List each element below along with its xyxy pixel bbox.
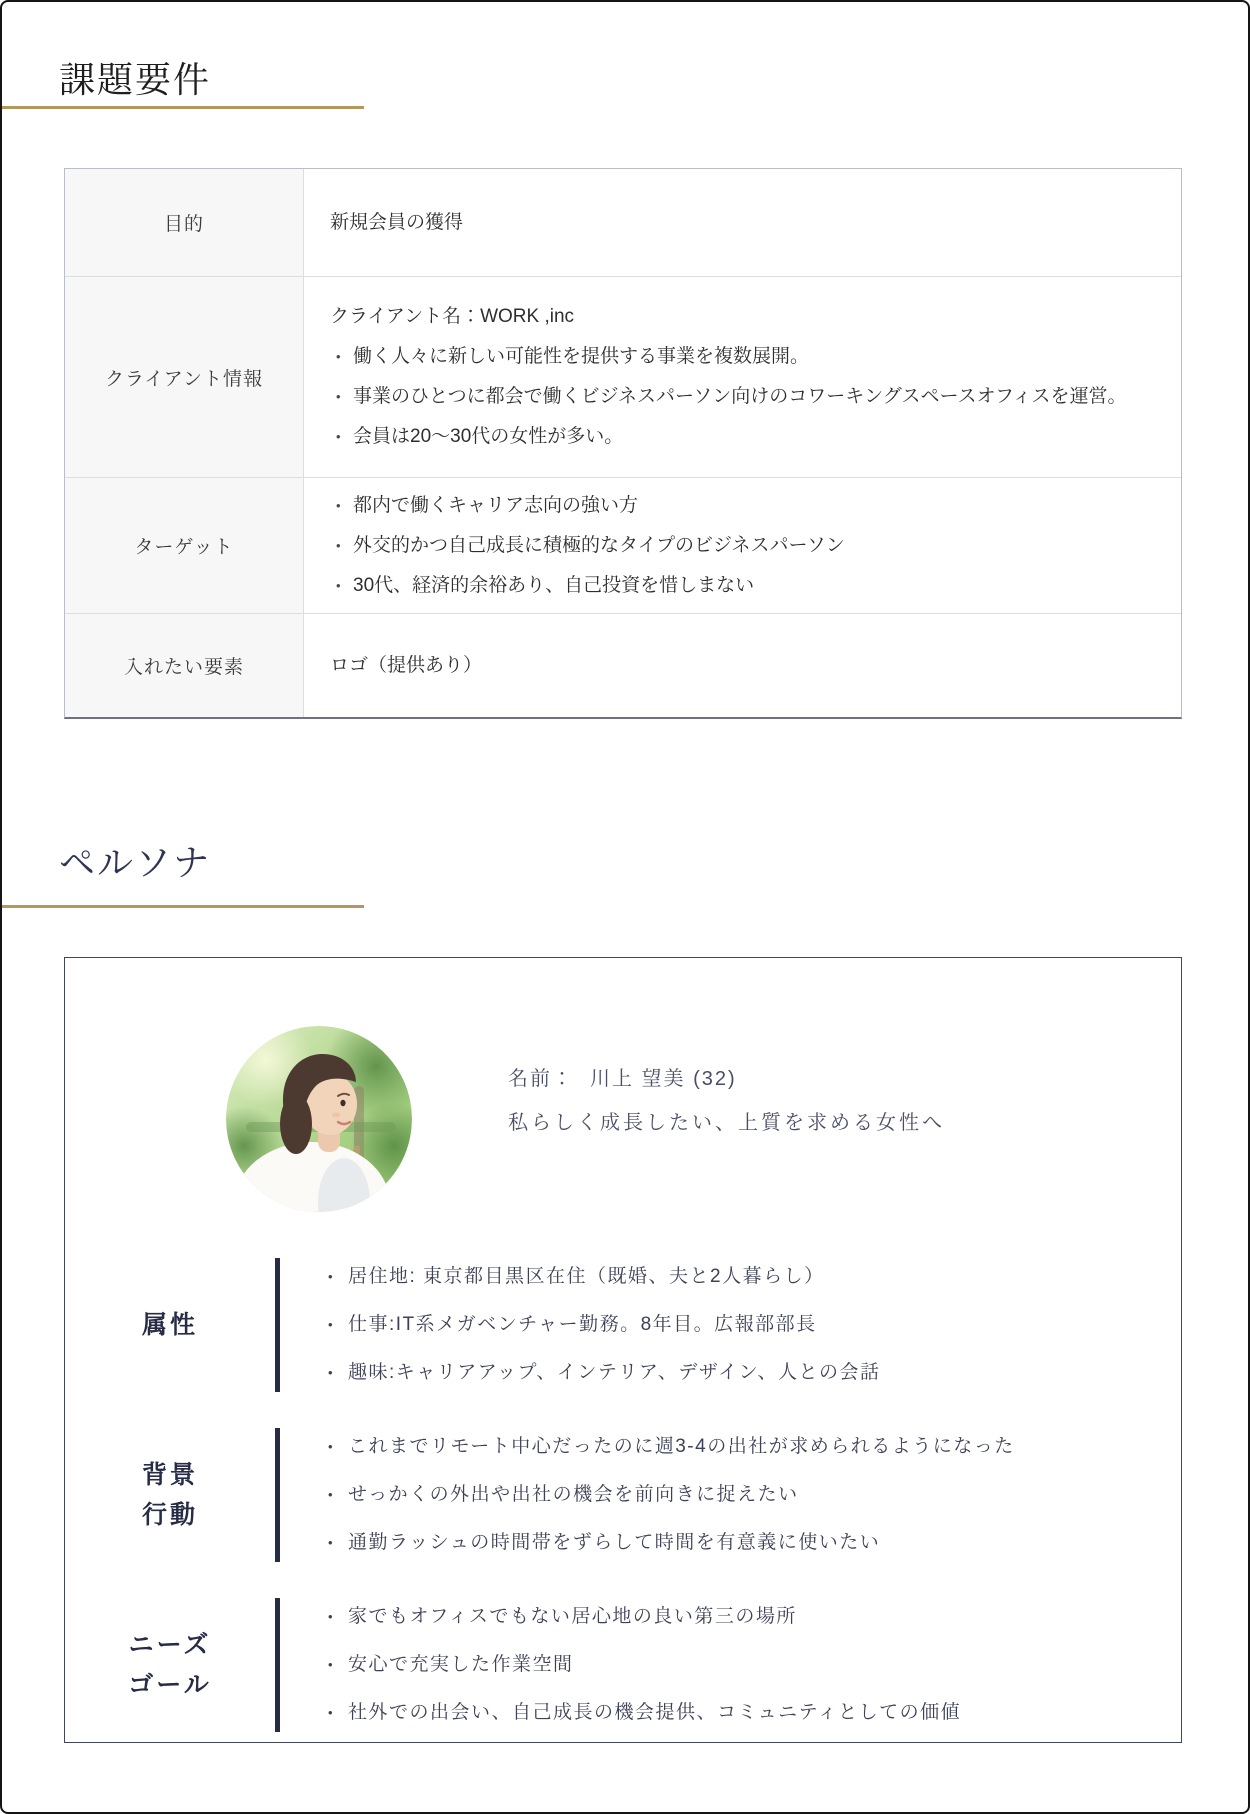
row-label-client-info: クライアント情報 <box>65 277 304 477</box>
section-accent-bar <box>275 1258 280 1392</box>
background-behavior-bullets <box>324 1424 1165 1566</box>
background-behavior-label <box>65 1424 275 1566</box>
woman-portrait-illustration <box>226 1026 412 1212</box>
row-label-purpose: 目的 <box>65 169 304 276</box>
requirements-title: 課題要件 <box>59 59 212 100</box>
background-bullet: • せっかくの外出や出社の機会を前向きに捉えたい <box>324 1471 1165 1519</box>
persona-name-row <box>508 1064 945 1094</box>
client-name-text: クライアント名：WORK ,inc <box>330 306 575 327</box>
attribute-bullet: • 趣味:キャリアアップ、インテリア、デザイン、人との会話 <box>324 1349 1165 1397</box>
persona-header <box>508 1064 945 1138</box>
row-value-client-info <box>304 277 1181 477</box>
persona-section-attributes <box>65 1254 1165 1396</box>
section-accent-bar <box>275 1428 280 1562</box>
target-bullet: • 30代、経済的余裕あり、自己投資を惜しまない <box>330 566 1161 606</box>
attribute-bullet: • 仕事:IT系メガベンチャー勤務。8年目。広報部部長 <box>324 1301 1165 1349</box>
persona-section-background-behavior <box>65 1424 1165 1566</box>
behavior-label-line: 行動 <box>141 1501 198 1529</box>
needs-bullet: • 社外での出会い、自己成長の機会提供、コミュニティとしての価値 <box>324 1689 1165 1737</box>
requirements-table <box>64 168 1182 719</box>
persona-avatar <box>226 1026 412 1212</box>
needs-goals-bullets <box>324 1594 1165 1736</box>
attributes-label-line: 属性 <box>141 1311 198 1339</box>
background-label-line: 背景 <box>141 1461 198 1489</box>
attributes-label <box>65 1254 275 1396</box>
needs-label-line: ニーズ <box>128 1631 212 1659</box>
persona-name-label: 名前： <box>508 1068 574 1090</box>
attribute-bullet: • 居住地: 東京都目黒区在住（既婚、夫と2人暮らし） <box>324 1253 1165 1301</box>
row-label-required-elements: 入れたい要素 <box>65 614 304 717</box>
client-bullet: • 会員は20〜30代の女性が多い。 <box>330 417 1161 457</box>
table-row-client-info <box>65 277 1181 478</box>
background-bullet: • 通勤ラッシュの時間帯をずらして時間を有意義に使いたい <box>324 1519 1165 1567</box>
client-bullet: • 事業のひとつに都会で働くビジネスパーソン向けのコワーキングスペースオフィスを運営。 <box>330 377 1161 417</box>
persona-title: ペルソナ <box>59 842 212 883</box>
table-row-target <box>65 478 1181 614</box>
goals-label-line: ゴール <box>128 1671 212 1699</box>
persona-card <box>64 957 1182 1743</box>
required-elements-text: ロゴ（提供あり） <box>330 654 483 676</box>
needs-goals-label <box>65 1594 275 1736</box>
persona-tagline: 私らしく成長したい、上質を求める女性へ <box>508 1112 945 1134</box>
target-bullet: • 都内で働くキャリア志向の強い方 <box>330 486 1161 526</box>
row-label-target: ターゲット <box>65 478 304 613</box>
persona-section-needs-goals <box>65 1594 1165 1736</box>
needs-bullet: • 家でもオフィスでもない居心地の良い第三の場所 <box>324 1593 1165 1641</box>
target-bullet: • 外交的かつ自己成長に積極的なタイプのビジネスパーソン <box>330 526 1161 566</box>
gold-divider-persona <box>2 905 364 908</box>
attributes-bullets <box>324 1254 1165 1396</box>
row-value-purpose <box>304 169 1181 276</box>
table-row-required-elements <box>65 614 1181 717</box>
row-value-target <box>304 478 1181 613</box>
section-accent-bar <box>275 1598 280 1732</box>
purpose-text: 新規会員の獲得 <box>330 211 464 233</box>
gold-divider-requirements <box>2 106 364 109</box>
table-row-purpose <box>65 169 1181 277</box>
client-bullet: • 働く人々に新しい可能性を提供する事業を複数展開。 <box>330 337 1161 377</box>
row-value-required-elements <box>304 614 1181 717</box>
persona-name: 川上 望美 (32) <box>590 1068 737 1090</box>
needs-bullet: • 安心で充実した作業空間 <box>324 1641 1165 1689</box>
background-bullet: • これまでリモート中心だったのに週3-4の出社が求められるようになった <box>324 1423 1165 1471</box>
